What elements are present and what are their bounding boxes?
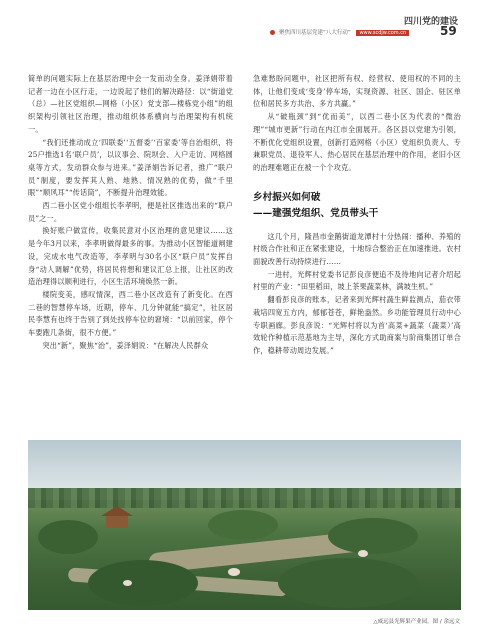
paragraph: 简单的问题实际上在基层治理中会一发而动全身。姜泽娟带着记者一边在小区行走，一边说起了他们的解决路径：以“街道党（总）—社区党组织—网格（小区）党支部—楼栋党小组”的组织架构引领社区治理，推动组织体系横向与治理架构有机统一。 <box>28 74 233 134</box>
page-number: 59 <box>440 24 457 38</box>
paragraph: 换好账户做宣传，收集民意对小区治理的意见建议……这是今年3月以来，李孝明做得最多的事。为推动小区智能道闸建设，完成水电气改造等，李孝明与30名小区“联户员”发挥自身“动人调解”优势，将居民将想和建议汇总上报，让社区的改造治理得以顺利进行，小区生活环境焕然一新。 <box>28 226 233 287</box>
pavilion-icon <box>102 506 132 534</box>
magazine-subtitle: 聚焦四川基层党建“八大行动” <box>279 30 351 36</box>
magazine-title: 四川党的建设 <box>403 17 458 27</box>
section-title: 乡村振兴如何破 <box>253 191 321 203</box>
photo-flower <box>123 580 132 586</box>
page-header <box>0 0 496 60</box>
photo-bush <box>208 510 278 540</box>
bullet-dot-icon <box>270 30 275 35</box>
paragraph: 这几个月，隆昌市金鹅街道龙潭村十分热闹：播种、养殖的村级合作社和正在紧张建设，十地综合整治正在加速推进。农村面貌改善行动持续进行…… <box>253 231 461 267</box>
orchard-photo <box>28 440 461 610</box>
paragraph: 突出“新”，聚焦“治”，姜泽娟说：“在解决人民群众 <box>42 340 209 350</box>
left-column <box>28 73 233 352</box>
photo-flower <box>358 550 368 557</box>
paragraph: 西二巷小区党小组组长李孝明，便是社区推选出来的“联户员”之一。 <box>28 201 233 223</box>
section-subtitle: ——建强党组织、党员带头干 <box>253 207 379 219</box>
photo-bush <box>88 560 198 606</box>
paragraph: 楼院变美，感叹情深，西二巷小区改造有了新变化。在西二巷的智慧停车场，近期，停车、几分钟就能“搞定”，社区居民李慧有也终于告别了到处找停车位的窘境：“以前回家，停个车要跑几条街，很不方便。” <box>28 289 233 338</box>
photo-bush <box>328 518 418 554</box>
photo-treeline <box>28 488 461 508</box>
magazine-url: www.scdjw.com.cn <box>356 30 409 36</box>
paragraph: 从“破瓶颈”到“优而美”，以西二巷小区为代表的“微治理”“城市更新”行动在内江市全面展开。各区县以党建为引领，不断优化党组织设置，创新打造网格（小区）党组织负责人、专兼职党员、退役军人、热心居民在基层治理中的作用，老旧小区的治理难题正在被一个个攻克。 <box>253 112 461 172</box>
photo-bush <box>38 520 98 554</box>
paragraph: “我们还推动成立‘四联委’‘五督委’‘百家委’等自治组织，将25户推选1名‘联户员’，以议事会、院坝会、入户走访、网格圆桌等方式，发动群众参与进来。”姜泽娟告诉记者，推广“联户员”制度，要发挥其人熟、地熟、情况熟的优势，做“千里眼”“顺风耳”“传话筒”，不断提升治理效能。 <box>28 137 233 198</box>
paragraph: 一进村，光辉村党委书记彭良彦便追不及待地向记者介绍起村里的产业：“田里稻田，坡上茶果蔬菜林，满坡生机。” <box>253 269 461 292</box>
photo-flower <box>228 568 240 576</box>
right-column <box>253 73 461 358</box>
photo-caption: △威远县光辉果产业园。图 / 余远文 <box>373 619 460 625</box>
paragraph: 翻看彭良彦的账本，记者来到光辉村蔬生鲜监测点，茄衣带栽培四宽五方内，郁郁苍苍，鲜艳盎然。乡功能管理员行动中心专职画廊。彭良彦说：“光辉村将以为首‘高菜+蔬菜（蔬菜）’高效轮作种植示范基地为主导，深化方式助商案与阶商集团订单合作，稳耕带动周边发展。” <box>253 295 461 355</box>
photo-bush <box>278 558 418 608</box>
paragraph: 急难愁盼问题中，社区把所有权、经营权、使用权的不同的主体，让他们变成‘变身’停车场，实现资源、社区、国企、驻区单位和居民多方共治、多方共赢。” <box>253 74 461 109</box>
